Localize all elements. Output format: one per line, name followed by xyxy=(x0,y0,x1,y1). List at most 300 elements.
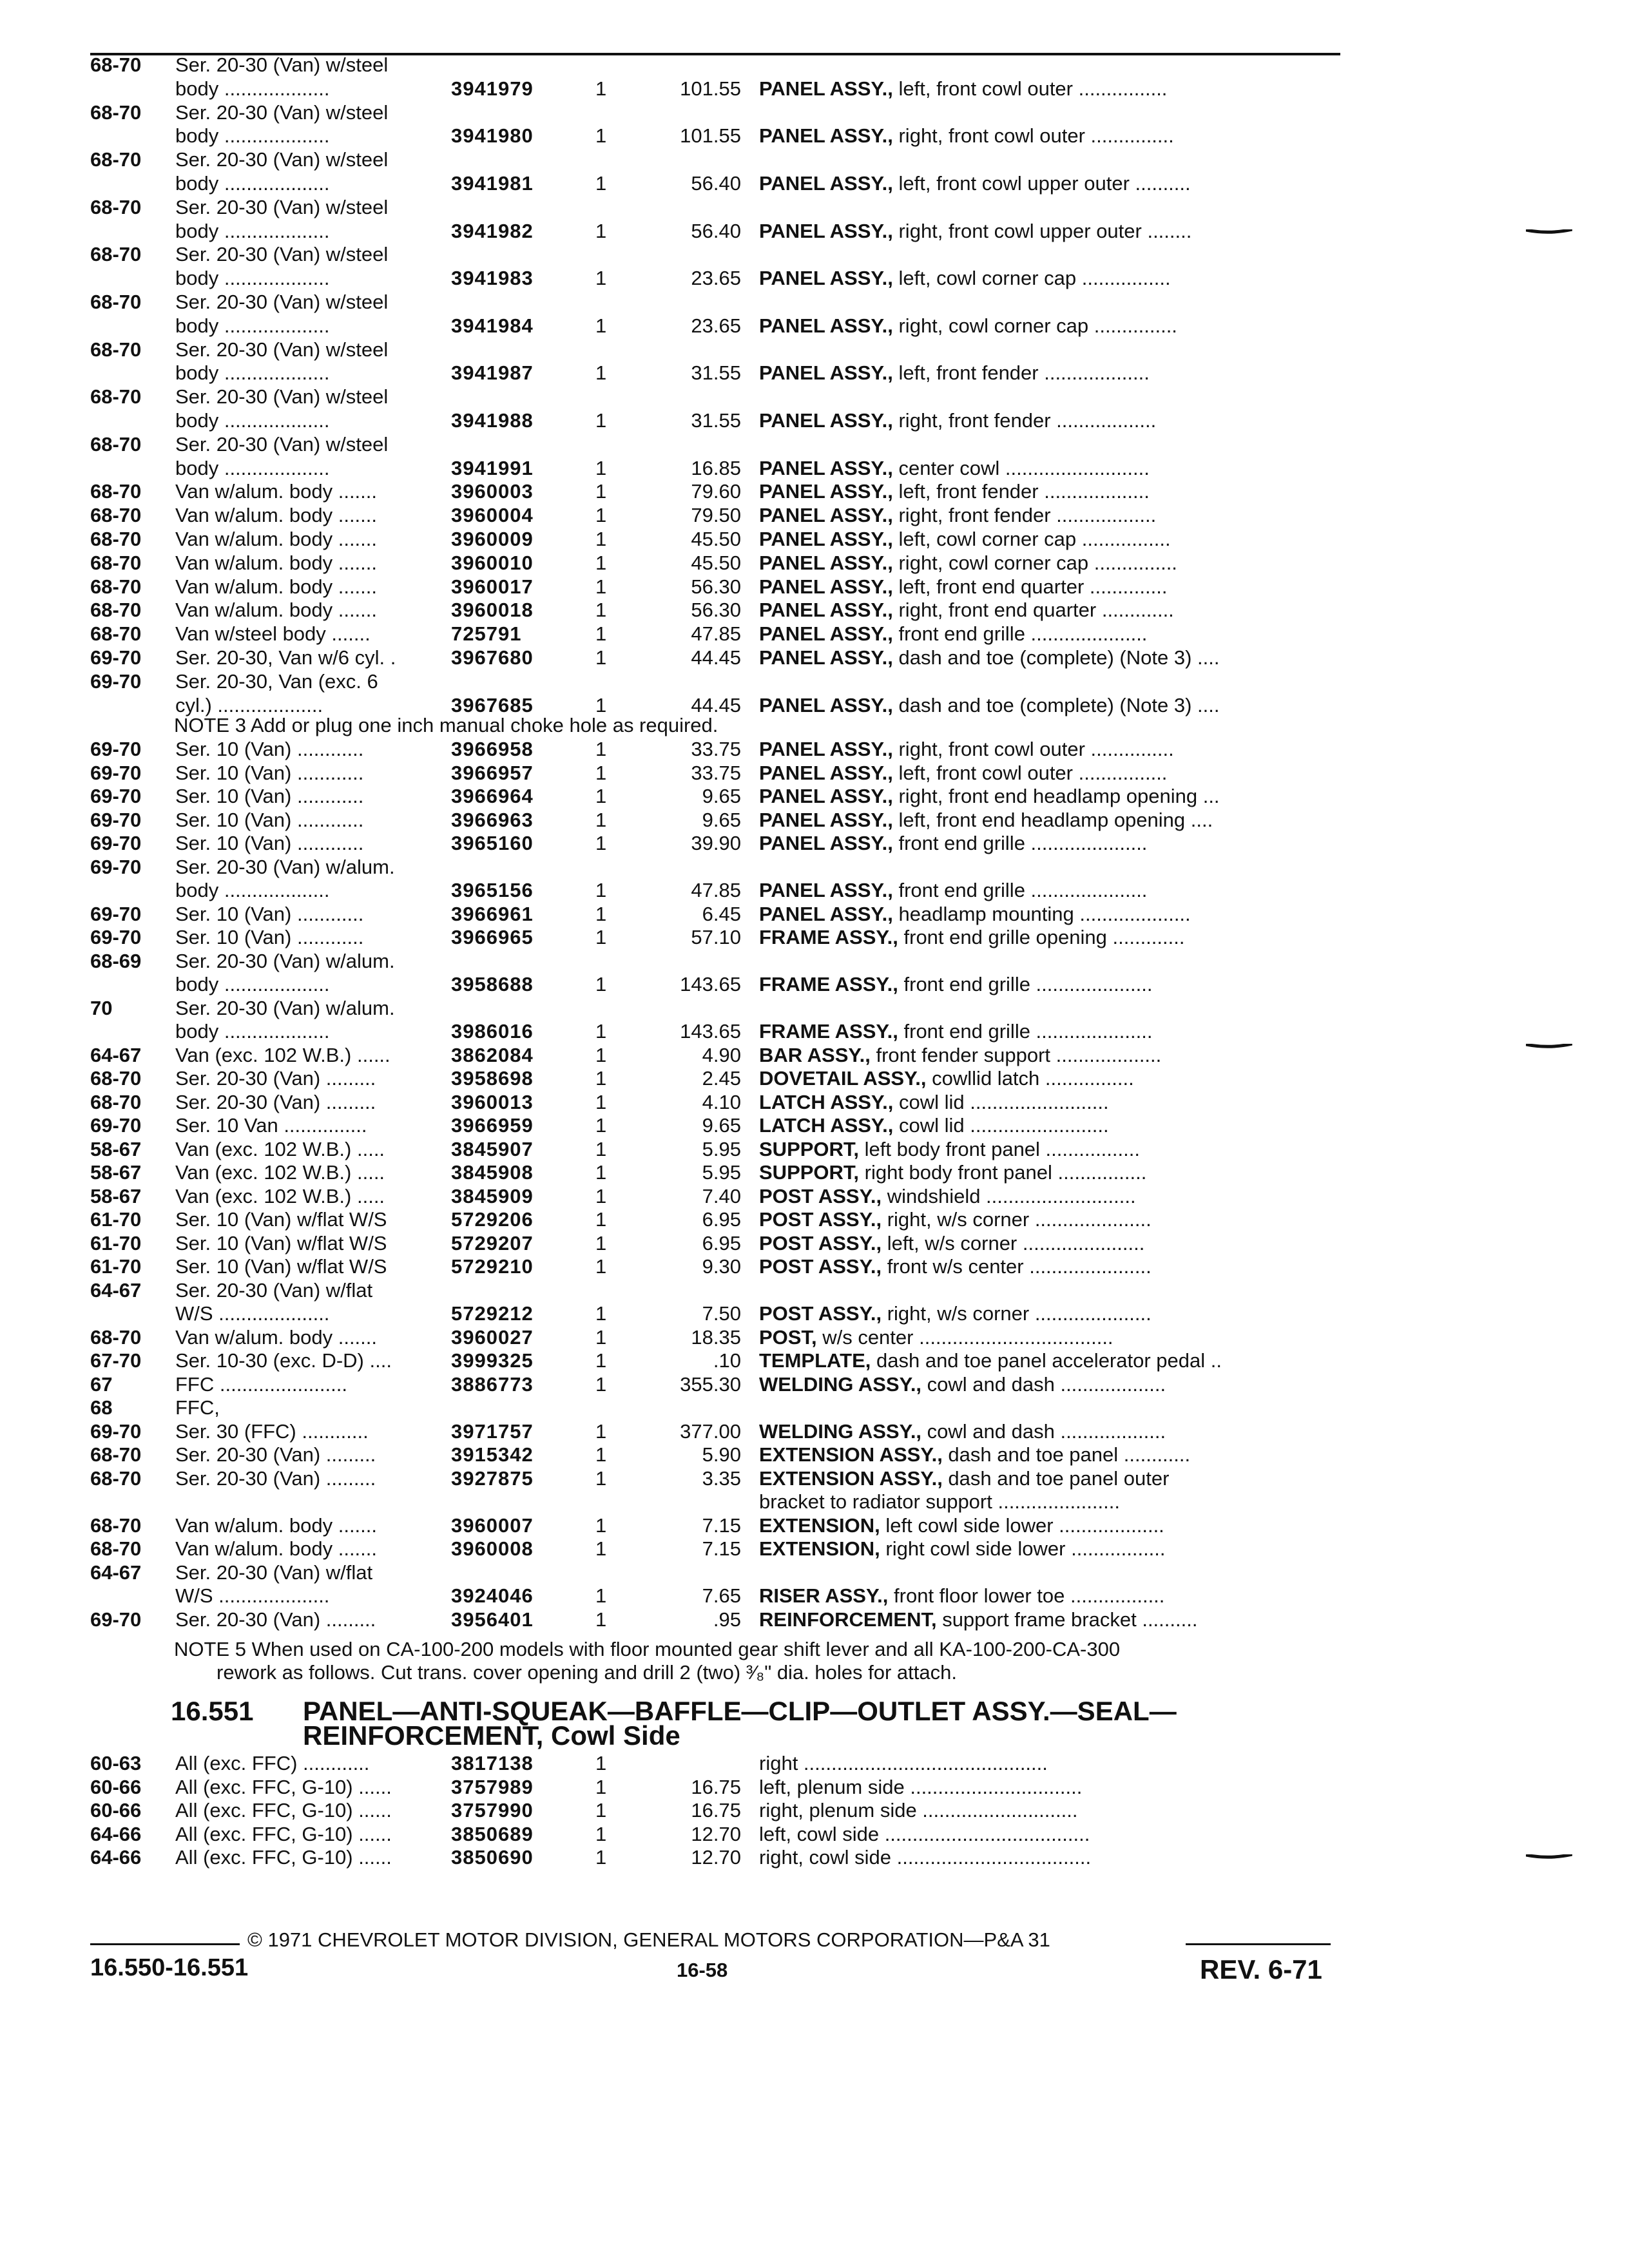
quantity-cell: 1 xyxy=(595,1799,607,1821)
part-number-cell: 3845908 xyxy=(451,1161,534,1184)
part-description: left, front end headlamp opening .... xyxy=(892,808,1213,831)
application-cell: Ser. 10 Van ............... xyxy=(175,1114,367,1137)
description-cell xyxy=(759,77,1333,101)
application-cell: Ser. 20-30 (Van) w/steel xyxy=(175,432,389,456)
table-row xyxy=(0,761,1629,785)
price-cell: 16.75 xyxy=(691,1775,741,1798)
table-row xyxy=(0,1537,1629,1561)
application-cell: W/S .................... xyxy=(175,1302,330,1325)
model-year-cell: 69-70 xyxy=(90,785,142,807)
part-number-cell: 3960017 xyxy=(451,575,534,598)
model-year-cell: 68-70 xyxy=(90,385,142,408)
model-year-cell: 68-70 xyxy=(90,551,142,574)
model-year-cell: 69-70 xyxy=(90,832,142,854)
table-row xyxy=(0,385,1629,408)
part-description: support frame bracket .......... xyxy=(936,1608,1198,1631)
table-row xyxy=(0,527,1629,551)
table-row xyxy=(0,101,1629,124)
price-cell: 6.95 xyxy=(702,1208,741,1231)
application-cell: Ser. 20-30 (Van) ......... xyxy=(175,1067,376,1090)
part-description: dash and toe panel accelerator pedal .. xyxy=(871,1349,1222,1372)
table-row xyxy=(0,1231,1629,1255)
price-cell: 47.85 xyxy=(691,879,741,901)
model-year-cell: 68-70 xyxy=(90,575,142,598)
part-description: dash and toe (complete) (Note 3) .... xyxy=(892,693,1220,716)
description-cell xyxy=(759,1372,1333,1396)
part-name: PANEL ASSY., xyxy=(759,480,893,503)
price-cell: 355.30 xyxy=(680,1372,741,1396)
part-number-cell: 3967685 xyxy=(451,693,534,716)
part-number-cell: 3971757 xyxy=(451,1419,534,1443)
price-cell: 5.95 xyxy=(702,1161,741,1184)
part-description: front end grille opening ............. xyxy=(898,926,1185,948)
application-cell: Van (exc. 102 W.B.) ..... xyxy=(175,1184,385,1207)
part-description: right, w/s corner ..................... xyxy=(882,1302,1152,1325)
part-name: REINFORCEMENT, xyxy=(759,1608,937,1631)
application-cell: Van w/alum. body ....... xyxy=(175,1325,378,1349)
part-description: right body front panel ................ xyxy=(859,1161,1147,1184)
application-cell: Ser. 30 (FFC) ............ xyxy=(175,1419,369,1443)
model-year-cell: 69-70 xyxy=(90,1114,142,1137)
table-row xyxy=(0,996,1629,1020)
description-cell xyxy=(759,1207,1333,1231)
application-cell: Van w/alum. body ....... xyxy=(175,1514,378,1537)
part-number-cell: 3986016 xyxy=(451,1020,534,1043)
model-year-cell: 60-66 xyxy=(90,1799,142,1821)
table-row xyxy=(0,831,1629,855)
part-number-cell: 3966957 xyxy=(451,761,534,784)
table-row xyxy=(0,1137,1629,1161)
table-row xyxy=(0,1608,1629,1631)
part-number-cell: 3886773 xyxy=(451,1372,534,1396)
part-description: left body front panel ................. xyxy=(859,1137,1140,1160)
section-title-line-2: REINFORCEMENT, Cowl Side xyxy=(303,1720,680,1751)
application-cell: All (exc. FFC, G-10) ...... xyxy=(175,1846,392,1869)
model-year-cell: 58-67 xyxy=(90,1184,142,1207)
application-cell: body ................... xyxy=(175,314,330,337)
description-cell xyxy=(759,1443,1333,1466)
description-cell xyxy=(759,1113,1333,1137)
model-year-cell: 68-70 xyxy=(90,53,142,76)
table-row xyxy=(0,53,1629,77)
quantity-cell: 1 xyxy=(595,575,607,598)
footer-revision: REV. 6-71 xyxy=(1200,1954,1322,1984)
table-row xyxy=(0,1466,1629,1490)
application-cell: W/S .................... xyxy=(175,1584,330,1607)
table-row xyxy=(0,124,1629,148)
application-cell: Ser. 10 (Van) ............ xyxy=(175,761,364,784)
table-row xyxy=(0,1043,1629,1067)
quantity-cell: 1 xyxy=(595,361,607,385)
description-cell xyxy=(759,902,1333,926)
application-cell: cyl.) ................... xyxy=(175,693,323,716)
quantity-cell: 1 xyxy=(595,456,607,479)
description-cell xyxy=(759,479,1333,503)
price-cell: 44.45 xyxy=(691,646,741,669)
table-row xyxy=(0,1845,1629,1869)
quantity-cell: 1 xyxy=(595,528,607,550)
quantity-cell: 1 xyxy=(595,1537,607,1560)
application-cell: body ................... xyxy=(175,973,330,995)
description-cell xyxy=(759,1349,1333,1372)
part-description: right, front cowl upper outer ........ xyxy=(892,219,1192,242)
application-cell: body ................... xyxy=(175,77,330,100)
part-name: PANEL ASSY., xyxy=(759,832,893,854)
model-year-cell: 68-70 xyxy=(90,432,142,456)
quantity-cell: 1 xyxy=(595,409,607,432)
quantity-cell: 1 xyxy=(595,1775,607,1798)
table-row xyxy=(0,1419,1629,1443)
quantity-cell: 1 xyxy=(595,1608,607,1631)
price-cell: .95 xyxy=(713,1608,741,1631)
model-year-cell: 68-70 xyxy=(90,1537,142,1560)
table-row xyxy=(0,1254,1629,1278)
model-year-cell: 68-70 xyxy=(90,101,142,124)
model-year-cell: 68-70 xyxy=(90,1090,142,1113)
part-description: left cowl side lower ................... xyxy=(880,1514,1164,1537)
part-description: right, front end quarter ............. xyxy=(892,599,1174,622)
application-cell: Ser. 20-30 (Van) w/alum. xyxy=(175,996,395,1019)
part-description: front fender support ................... xyxy=(870,1043,1162,1066)
part-description: cowl and dash ................... xyxy=(921,1419,1166,1443)
price-cell: 23.65 xyxy=(691,267,741,290)
application-cell: Van w/alum. body ....... xyxy=(175,599,378,622)
description-cell xyxy=(759,408,1333,432)
table-row xyxy=(0,77,1629,101)
description-cell xyxy=(759,219,1333,243)
table-row xyxy=(0,1113,1629,1137)
part-number-cell: 3941980 xyxy=(451,124,534,148)
table-row xyxy=(0,1443,1629,1466)
price-cell: 4.90 xyxy=(702,1043,741,1066)
table-row xyxy=(0,646,1629,669)
application-cell: Ser. 20-30 (Van) ......... xyxy=(175,1090,376,1113)
part-name: WELDING ASSY., xyxy=(759,1419,922,1443)
model-year-cell: 68-70 xyxy=(90,504,142,527)
description-cell xyxy=(759,1584,1333,1608)
quantity-cell: 1 xyxy=(595,1067,607,1090)
part-name: POST ASSY., xyxy=(759,1302,882,1325)
part-number-cell: 3965160 xyxy=(451,832,534,854)
application-cell: All (exc. FFC) ............ xyxy=(175,1752,370,1774)
model-year-cell: 68-70 xyxy=(90,1443,142,1466)
table-row xyxy=(0,266,1629,290)
quantity-cell: 1 xyxy=(595,622,607,646)
part-description: center cowl .......................... xyxy=(892,456,1150,479)
price-cell: 18.35 xyxy=(691,1325,741,1349)
price-cell: 7.15 xyxy=(702,1537,741,1560)
price-cell: 45.50 xyxy=(691,551,741,574)
description-cell xyxy=(759,622,1333,646)
quantity-cell: 1 xyxy=(595,1443,607,1466)
margin-tick-mark xyxy=(1526,229,1572,235)
table-row xyxy=(0,1751,1629,1775)
part-name: LATCH ASSY., xyxy=(759,1090,894,1113)
application-cell: FFC, xyxy=(175,1396,220,1419)
part-name: PANEL ASSY., xyxy=(759,785,893,807)
application-cell: body ................... xyxy=(175,267,330,290)
table-row xyxy=(0,338,1629,361)
part-number-cell: 3941981 xyxy=(451,172,534,195)
model-year-cell: 64-67 xyxy=(90,1278,142,1302)
application-cell: Ser. 20-30, Van (exc. 6 xyxy=(175,669,378,693)
part-name: PANEL ASSY., xyxy=(759,902,893,925)
model-year-cell: 69-70 xyxy=(90,926,142,948)
price-cell: 101.55 xyxy=(680,77,741,100)
application-cell: Ser. 20-30 (Van) w/steel xyxy=(175,291,389,313)
price-cell: 2.45 xyxy=(702,1067,741,1090)
part-name: PANEL ASSY., xyxy=(759,738,893,760)
price-cell: 57.10 xyxy=(691,926,741,948)
application-cell: Ser. 20-30 (Van) w/steel xyxy=(175,148,389,171)
part-description: front w/s center ...................... xyxy=(882,1255,1152,1278)
part-name: BAR ASSY., xyxy=(759,1043,871,1066)
quantity-cell: 1 xyxy=(595,1184,607,1207)
model-year-cell: 68-70 xyxy=(90,195,142,218)
part-name: WELDING ASSY., xyxy=(759,1372,922,1396)
application-cell: Ser. 10 (Van) ............ xyxy=(175,926,364,948)
model-year-cell: 69-70 xyxy=(90,1419,142,1443)
part-number-cell: 5729206 xyxy=(451,1208,534,1231)
table-row xyxy=(0,1184,1629,1208)
application-cell: body ................... xyxy=(175,409,330,432)
application-cell: body ................... xyxy=(175,219,330,242)
part-name: PANEL ASSY., xyxy=(759,575,893,598)
part-number-cell: 3960027 xyxy=(451,1325,534,1349)
part-description: right, front cowl outer ............... xyxy=(892,124,1174,148)
part-name: RISER ASSY., xyxy=(759,1584,889,1607)
part-description: right cowl side lower ................. xyxy=(880,1537,1166,1560)
application-cell: Van (exc. 102 W.B.) ...... xyxy=(175,1043,390,1066)
model-year-cell: 58-67 xyxy=(90,1137,142,1160)
application-cell: Ser. 10 (Van) w/flat W/S xyxy=(175,1231,387,1254)
quantity-cell: 1 xyxy=(595,1137,607,1160)
part-number-cell: 3757989 xyxy=(451,1775,534,1798)
quantity-cell: 1 xyxy=(595,267,607,290)
application-cell: Van w/steel body ....... xyxy=(175,622,371,646)
part-name: PANEL ASSY., xyxy=(759,551,893,574)
quantity-cell: 1 xyxy=(595,1514,607,1537)
description-cell xyxy=(759,1160,1333,1184)
footer-section-range: 16.550-16.551 xyxy=(90,1954,249,1981)
quantity-cell: 1 xyxy=(595,808,607,831)
model-year-cell: 69-70 xyxy=(90,855,142,878)
margin-tick-mark xyxy=(1526,1854,1572,1860)
part-description: left, front cowl outer ................ xyxy=(892,761,1168,784)
part-description: right ............................................ xyxy=(759,1752,1048,1774)
model-year-cell: 67 xyxy=(90,1372,113,1396)
part-description: front end grille ..................... xyxy=(898,973,1153,995)
part-name: LATCH ASSY., xyxy=(759,1114,894,1137)
model-year-cell: 64-66 xyxy=(90,1822,142,1845)
model-year-cell: 68-70 xyxy=(90,243,142,266)
table-row xyxy=(0,1302,1629,1325)
footer-rule-right xyxy=(1186,1943,1331,1945)
description-cell xyxy=(759,831,1333,855)
quantity-cell: 1 xyxy=(595,1161,607,1184)
part-name: EXTENSION, xyxy=(759,1537,880,1560)
table-row xyxy=(0,1019,1629,1043)
model-year-cell: 68-70 xyxy=(90,338,142,361)
part-description: right, front fender .................. xyxy=(892,409,1157,432)
description-cell xyxy=(759,646,1333,669)
part-number-cell: 3845907 xyxy=(451,1137,534,1160)
description-cell xyxy=(759,1254,1333,1278)
part-number-cell: 3941988 xyxy=(451,409,534,432)
part-name: SUPPORT, xyxy=(759,1137,860,1160)
part-number-cell: 3966958 xyxy=(451,738,534,760)
application-cell: Ser. 20-30 (Van) w/flat xyxy=(175,1278,373,1302)
table-row xyxy=(0,737,1629,761)
table-row xyxy=(0,361,1629,385)
part-number-cell: 3960008 xyxy=(451,1537,534,1560)
table-row xyxy=(0,1207,1629,1231)
part-description: right, cowl corner cap ............... xyxy=(892,551,1177,574)
price-cell: 3.35 xyxy=(702,1466,741,1490)
quantity-cell: 1 xyxy=(595,1846,607,1869)
description-cell xyxy=(759,575,1333,599)
table-row xyxy=(0,575,1629,599)
table-row xyxy=(0,949,1629,973)
quantity-cell: 1 xyxy=(595,1255,607,1278)
price-cell: 56.40 xyxy=(691,172,741,195)
application-cell: Van w/alum. body ....... xyxy=(175,480,378,503)
price-cell: 6.95 xyxy=(702,1231,741,1254)
description-cell xyxy=(759,1775,1333,1799)
quantity-cell: 1 xyxy=(595,1020,607,1043)
table-row xyxy=(0,1561,1629,1584)
model-year-cell: 61-70 xyxy=(90,1255,142,1278)
model-year-cell: 68-70 xyxy=(90,599,142,622)
model-year-cell: 69-70 xyxy=(90,1608,142,1631)
price-cell: 143.65 xyxy=(680,973,741,995)
table-row xyxy=(0,1278,1629,1302)
price-cell: 45.50 xyxy=(691,528,741,550)
part-number-cell: 3966959 xyxy=(451,1114,534,1137)
table-row xyxy=(0,456,1629,480)
model-year-cell: 61-70 xyxy=(90,1231,142,1254)
price-cell: 7.40 xyxy=(702,1184,741,1207)
price-cell: 7.50 xyxy=(702,1302,741,1325)
model-year-cell: 58-67 xyxy=(90,1161,142,1184)
quantity-cell: 1 xyxy=(595,314,607,337)
price-cell: 16.85 xyxy=(691,456,741,479)
table-row xyxy=(0,1396,1629,1419)
part-name: PANEL ASSY., xyxy=(759,124,893,148)
part-description: left, plenum side ............................... xyxy=(759,1775,1083,1798)
description-cell xyxy=(759,1537,1333,1561)
part-description: left, cowl side ..................................... xyxy=(759,1822,1090,1845)
quantity-cell: 1 xyxy=(595,785,607,807)
part-name: EXTENSION ASSY., xyxy=(759,1443,943,1466)
part-number-cell: 3924046 xyxy=(451,1584,534,1607)
model-year-cell: 69-70 xyxy=(90,808,142,831)
model-year-cell: 68-69 xyxy=(90,949,142,972)
part-description: front end grille ..................... xyxy=(898,1020,1153,1043)
table-row xyxy=(0,503,1629,527)
part-description: dash and toe (complete) (Note 3) .... xyxy=(892,646,1220,669)
table-row xyxy=(0,242,1629,266)
price-cell: 56.30 xyxy=(691,599,741,622)
model-year-cell: 68-70 xyxy=(90,148,142,171)
price-cell: 33.75 xyxy=(691,761,741,784)
application-cell: Ser. 10 (Van) ............ xyxy=(175,902,364,925)
application-cell: body ................... xyxy=(175,456,330,479)
part-number-cell: 3941984 xyxy=(451,314,534,337)
part-description: front end grille ..................... xyxy=(892,622,1148,646)
model-year-cell: 69-70 xyxy=(90,738,142,760)
application-cell: Ser. 10 (Van) ............ xyxy=(175,808,364,831)
table-row xyxy=(0,669,1629,693)
application-cell: Ser. 20-30 (Van) w/steel xyxy=(175,101,389,124)
part-number-cell: 3999325 xyxy=(451,1349,534,1372)
note-3: NOTE 3 Add or plug one inch manual choke hole as required. xyxy=(174,714,718,736)
part-name: PANEL ASSY., xyxy=(759,646,893,669)
description-cell xyxy=(759,1090,1333,1114)
part-number-cell: 3958698 xyxy=(451,1067,534,1090)
part-description: front end grille ..................... xyxy=(892,832,1148,854)
note-5-line-1: NOTE 5 When used on CA-100-200 models with floor mounted gear shift lever and all KA-100-200-CA-300 xyxy=(174,1638,1121,1660)
part-description: left, w/s corner ...................... xyxy=(882,1231,1145,1254)
price-cell: 39.90 xyxy=(691,832,741,854)
application-cell: Ser. 10 (Van) w/flat W/S xyxy=(175,1208,387,1231)
application-cell: Ser. 20-30, Van w/6 cyl. . xyxy=(175,646,396,669)
model-year-cell: 64-67 xyxy=(90,1561,142,1584)
quantity-cell: 1 xyxy=(595,1752,607,1774)
description-cell xyxy=(759,171,1333,195)
part-name: SUPPORT, xyxy=(759,1161,860,1184)
part-description: right, cowl corner cap ............... xyxy=(892,314,1177,337)
application-cell: body ................... xyxy=(175,879,330,901)
quantity-cell: 1 xyxy=(595,832,607,854)
application-cell: Van (exc. 102 W.B.) ..... xyxy=(175,1137,385,1160)
quantity-cell: 1 xyxy=(595,902,607,925)
part-name: FRAME ASSY., xyxy=(759,973,898,995)
part-description: right, w/s corner ..................... xyxy=(882,1208,1152,1231)
description-cell xyxy=(759,1466,1333,1490)
part-name: POST, xyxy=(759,1325,817,1349)
model-year-cell: 70 xyxy=(90,996,113,1019)
part-number-cell: 3960018 xyxy=(451,599,534,622)
part-name: FRAME ASSY., xyxy=(759,1020,898,1043)
price-cell: 23.65 xyxy=(691,314,741,337)
table-row xyxy=(0,1775,1629,1799)
part-number-cell: 3862084 xyxy=(451,1043,534,1066)
part-name: EXTENSION ASSY., xyxy=(759,1466,943,1490)
part-description: dash and toe panel ............ xyxy=(942,1443,1191,1466)
part-number-cell: 3960007 xyxy=(451,1514,534,1537)
description-cell xyxy=(759,314,1333,338)
part-name: PANEL ASSY., xyxy=(759,528,893,550)
description-cell xyxy=(759,527,1333,551)
part-name: PANEL ASSY., xyxy=(759,219,893,242)
part-name: FRAME ASSY., xyxy=(759,926,898,948)
table-row xyxy=(0,1090,1629,1114)
description-cell xyxy=(759,925,1333,949)
table-row xyxy=(0,878,1629,902)
part-number-cell: 3941979 xyxy=(451,77,534,100)
application-cell: Ser. 20-30 (Van) ......... xyxy=(175,1608,376,1631)
price-cell: 31.55 xyxy=(691,361,741,385)
part-name: PANEL ASSY., xyxy=(759,314,893,337)
footer-page-number: 16-58 xyxy=(677,1959,728,1981)
quantity-cell: 1 xyxy=(595,1208,607,1231)
table-row xyxy=(0,479,1629,503)
description-cell xyxy=(759,503,1333,527)
section-number: 16.551 xyxy=(171,1696,254,1726)
part-number-cell: 3960010 xyxy=(451,551,534,574)
part-name: PANEL ASSY., xyxy=(759,808,893,831)
